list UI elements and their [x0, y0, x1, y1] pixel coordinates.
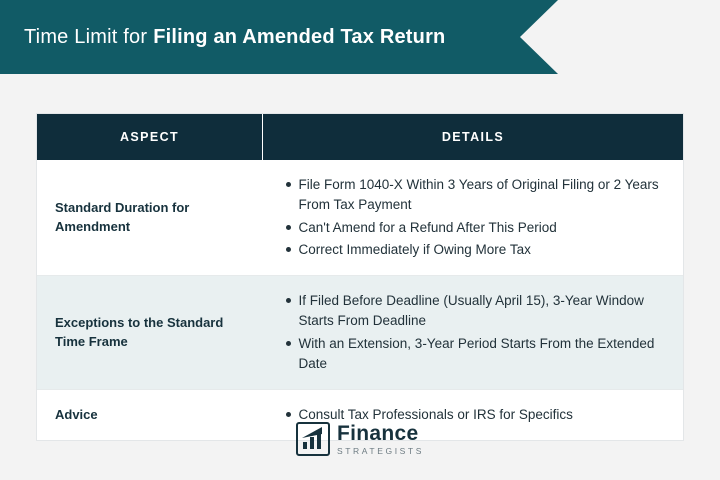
row-details-cell	[263, 276, 684, 390]
footer	[0, 422, 720, 456]
list-item: Can't Amend for a Refund After This Period	[299, 217, 666, 239]
header-arrow-shape	[520, 0, 558, 74]
row-aspect-label: Advice	[37, 390, 263, 441]
brand-tagline: STRATEGISTS	[336, 445, 424, 456]
bar-chart-arrow-icon	[296, 422, 330, 456]
table	[37, 114, 683, 440]
list-item: File Form 1040-X Within 3 Years of Original Filing or 2 Years From Tax Payment	[299, 174, 666, 217]
page-title-light: Time Limit for	[24, 25, 148, 48]
column-header-details: DETAILS	[263, 114, 684, 160]
table-row	[37, 160, 683, 276]
comparison-table	[36, 113, 684, 441]
brand-logo	[296, 422, 424, 456]
column-header-aspect: ASPECT	[37, 114, 263, 160]
table-header-row	[37, 114, 683, 160]
brand-text	[337, 423, 424, 456]
list-item: If Filed Before Deadline (Usually April 15), 3-Year Window Starts From Deadline	[299, 290, 666, 333]
row-aspect-label: Exceptions to the Standard Time Frame	[37, 276, 263, 390]
details-list	[281, 174, 666, 261]
table-header	[37, 114, 683, 160]
page-title	[24, 0, 445, 74]
page-title-bold: Filing an Amended Tax Return	[153, 25, 446, 48]
brand-name: Finance	[336, 421, 419, 445]
details-list	[281, 290, 666, 375]
table-row	[37, 276, 683, 390]
header-banner	[0, 0, 720, 74]
list-item: Consult Tax Professionals or IRS for Specifics	[299, 404, 666, 426]
list-item: Correct Immediately if Owing More Tax	[299, 239, 666, 261]
row-aspect-label: Standard Duration for Amendment	[37, 160, 263, 276]
row-details-cell	[263, 160, 684, 276]
list-item: With an Extension, 3-Year Period Starts From the Extended Date	[299, 333, 666, 376]
table-body	[37, 160, 683, 440]
